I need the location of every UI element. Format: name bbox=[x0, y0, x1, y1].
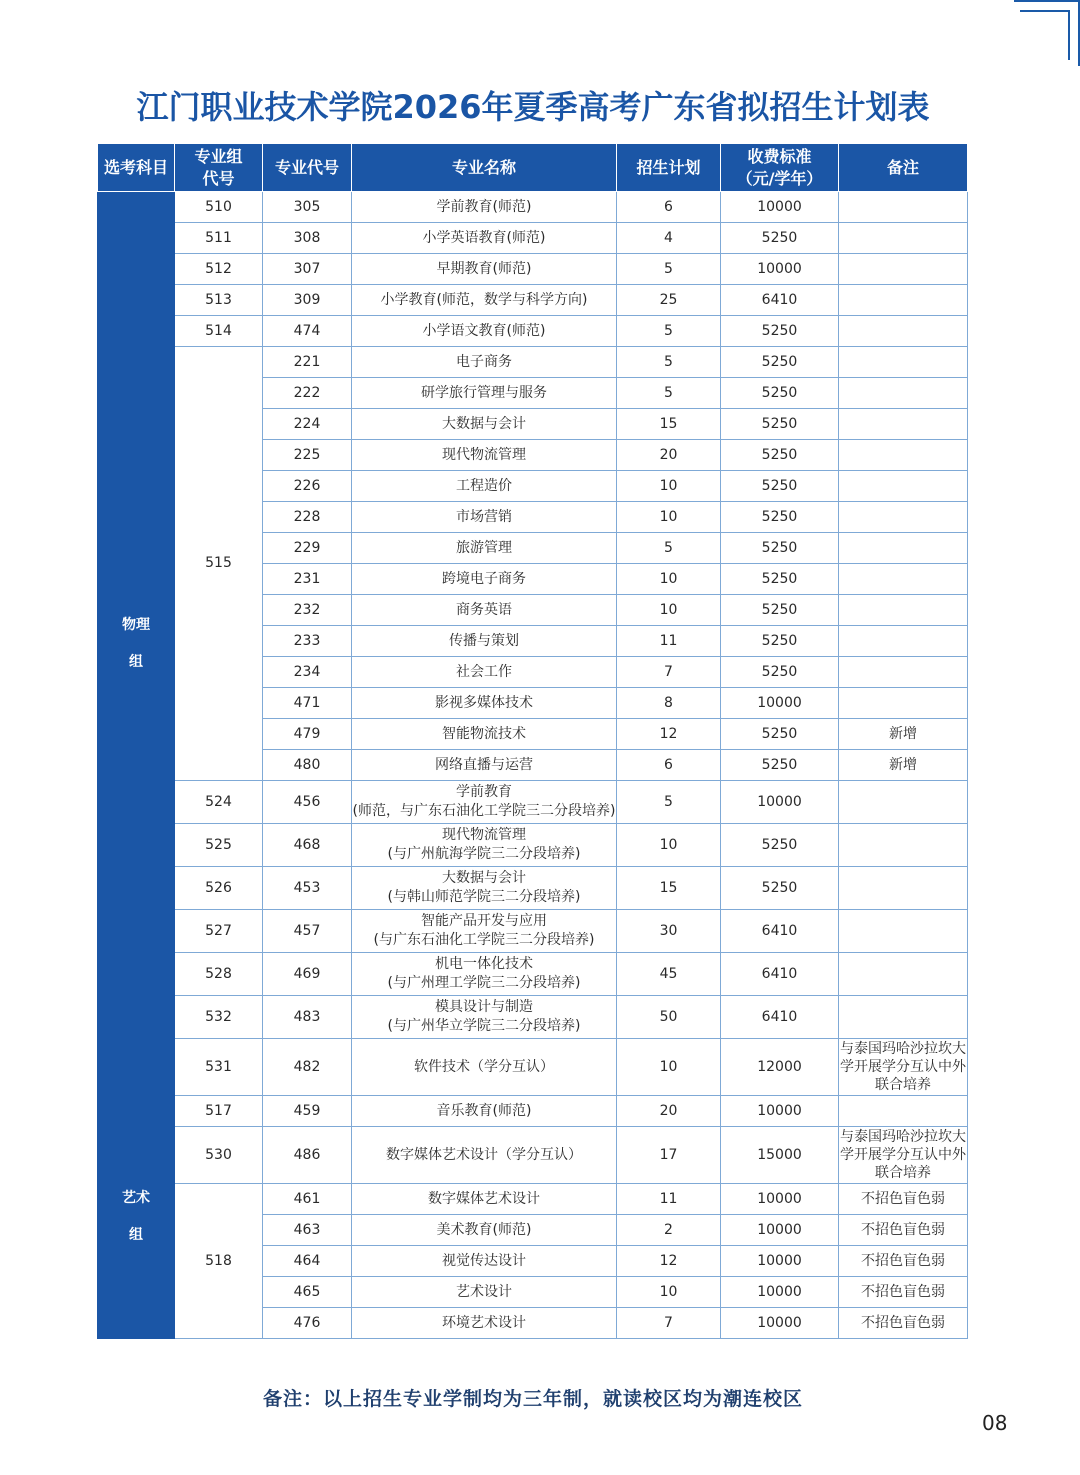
note bbox=[839, 867, 968, 910]
fee: 6410 bbox=[721, 285, 839, 316]
major-code: 226 bbox=[263, 471, 352, 502]
fee: 10000 bbox=[721, 1096, 839, 1127]
fee: 5250 bbox=[721, 750, 839, 781]
major-name: 智能物流技术 bbox=[352, 719, 617, 750]
plan-count: 4 bbox=[617, 223, 721, 254]
plan-count: 10 bbox=[617, 564, 721, 595]
major-name: 视觉传达设计 bbox=[352, 1246, 617, 1277]
plan-count: 17 bbox=[617, 1127, 721, 1184]
group-code: 517 bbox=[175, 1096, 263, 1127]
fee: 5250 bbox=[721, 867, 839, 910]
major-code: 476 bbox=[263, 1308, 352, 1339]
table-row bbox=[98, 867, 968, 910]
major-code: 479 bbox=[263, 719, 352, 750]
fee: 5250 bbox=[721, 502, 839, 533]
major-code: 486 bbox=[263, 1127, 352, 1184]
table-row bbox=[98, 316, 968, 347]
note: 与泰国玛哈沙拉坎大学开展学分互认中外联合培养 bbox=[839, 1039, 968, 1096]
major-code: 228 bbox=[263, 502, 352, 533]
major-code: 456 bbox=[263, 781, 352, 824]
note bbox=[839, 626, 968, 657]
note bbox=[839, 409, 968, 440]
group-code: 518 bbox=[175, 1184, 263, 1339]
major-name: 音乐教育(师范) bbox=[352, 1096, 617, 1127]
major-code: 225 bbox=[263, 440, 352, 471]
note: 不招色盲色弱 bbox=[839, 1308, 968, 1339]
major-name: 工程造价 bbox=[352, 471, 617, 502]
note bbox=[839, 254, 968, 285]
note bbox=[839, 910, 968, 953]
plan-count: 12 bbox=[617, 1246, 721, 1277]
fee: 10000 bbox=[721, 1184, 839, 1215]
group-code: 530 bbox=[175, 1127, 263, 1184]
note bbox=[839, 347, 968, 378]
major-code: 309 bbox=[263, 285, 352, 316]
plan-count: 7 bbox=[617, 1308, 721, 1339]
plan-count: 11 bbox=[617, 626, 721, 657]
table-row bbox=[98, 996, 968, 1039]
major-code: 453 bbox=[263, 867, 352, 910]
fee: 10000 bbox=[721, 1277, 839, 1308]
fee: 6410 bbox=[721, 996, 839, 1039]
plan-count: 10 bbox=[617, 824, 721, 867]
plan-count: 7 bbox=[617, 657, 721, 688]
table-row bbox=[98, 223, 968, 254]
major-code: 464 bbox=[263, 1246, 352, 1277]
fee: 5250 bbox=[721, 409, 839, 440]
major-name bbox=[352, 910, 617, 953]
group-label-art: 艺术组 bbox=[98, 1096, 175, 1339]
corner-decoration bbox=[1014, 0, 1080, 66]
page-title: 江门职业技术学院2026年夏季高考广东省拟招生计划表 bbox=[136, 88, 930, 126]
fee: 10000 bbox=[721, 192, 839, 223]
major-code: 232 bbox=[263, 595, 352, 626]
note bbox=[839, 564, 968, 595]
plan-count: 10 bbox=[617, 595, 721, 626]
fee: 5250 bbox=[721, 440, 839, 471]
major-name-main: 大数据与会计 bbox=[442, 870, 526, 886]
major-code: 457 bbox=[263, 910, 352, 953]
note: 不招色盲色弱 bbox=[839, 1215, 968, 1246]
fee: 5250 bbox=[721, 824, 839, 867]
header-group-code: 专业组代号 bbox=[175, 144, 263, 192]
major-name: 跨境电子商务 bbox=[352, 564, 617, 595]
plan-count: 11 bbox=[617, 1184, 721, 1215]
fee: 6410 bbox=[721, 910, 839, 953]
fee: 5250 bbox=[721, 223, 839, 254]
major-name: 学前教育(师范) bbox=[352, 192, 617, 223]
major-name: 市场营销 bbox=[352, 502, 617, 533]
major-name: 商务英语 bbox=[352, 595, 617, 626]
group-code: 531 bbox=[175, 1039, 263, 1096]
major-code: 221 bbox=[263, 347, 352, 378]
major-name: 小学语文教育(师范) bbox=[352, 316, 617, 347]
plan-count: 10 bbox=[617, 1039, 721, 1096]
plan-count: 2 bbox=[617, 1215, 721, 1246]
fee: 5250 bbox=[721, 719, 839, 750]
group-code: 527 bbox=[175, 910, 263, 953]
major-code: 229 bbox=[263, 533, 352, 564]
table-row bbox=[98, 347, 968, 378]
header-major-name: 专业名称 bbox=[352, 144, 617, 192]
footer-note: 备注：以上招生专业学制均为三年制，就读校区均为潮连校区 bbox=[262, 1388, 803, 1410]
table-row bbox=[98, 910, 968, 953]
major-code: 233 bbox=[263, 626, 352, 657]
note bbox=[839, 533, 968, 564]
note bbox=[839, 657, 968, 688]
fee: 10000 bbox=[721, 1215, 839, 1246]
plan-count: 15 bbox=[617, 867, 721, 910]
major-name: 数字媒体艺术设计（学分互认） bbox=[352, 1127, 617, 1184]
table-row bbox=[98, 953, 968, 996]
major-name bbox=[352, 953, 617, 996]
major-name: 旅游管理 bbox=[352, 533, 617, 564]
major-name-sub: (与广州华立学院三二分段培养) bbox=[387, 1018, 581, 1034]
note bbox=[839, 595, 968, 626]
fee: 5250 bbox=[721, 595, 839, 626]
table-row bbox=[98, 824, 968, 867]
major-code: 461 bbox=[263, 1184, 352, 1215]
major-name: 小学英语教育(师范) bbox=[352, 223, 617, 254]
major-name bbox=[352, 867, 617, 910]
header-fee: 收费标准（元/学年） bbox=[721, 144, 839, 192]
fee: 10000 bbox=[721, 1308, 839, 1339]
note bbox=[839, 378, 968, 409]
plan-count: 6 bbox=[617, 750, 721, 781]
major-code: 224 bbox=[263, 409, 352, 440]
table-row bbox=[98, 192, 968, 223]
note bbox=[839, 285, 968, 316]
plan-count: 10 bbox=[617, 502, 721, 533]
major-name-sub: (与广州航海学院三二分段培养) bbox=[387, 846, 581, 862]
group-code: 525 bbox=[175, 824, 263, 867]
header-row bbox=[98, 144, 968, 192]
major-code: 231 bbox=[263, 564, 352, 595]
fee: 5250 bbox=[721, 626, 839, 657]
plan-count: 5 bbox=[617, 378, 721, 409]
note: 不招色盲色弱 bbox=[839, 1246, 968, 1277]
group-label-physics: 物理组 bbox=[98, 192, 175, 1096]
plan-count: 25 bbox=[617, 285, 721, 316]
major-code: 468 bbox=[263, 824, 352, 867]
group-code: 514 bbox=[175, 316, 263, 347]
major-code: 459 bbox=[263, 1096, 352, 1127]
group-code: 512 bbox=[175, 254, 263, 285]
fee: 5250 bbox=[721, 316, 839, 347]
header-plan: 招生计划 bbox=[617, 144, 721, 192]
major-name: 艺术设计 bbox=[352, 1277, 617, 1308]
plan-count: 5 bbox=[617, 254, 721, 285]
major-name-sub: (师范，与广东石油化工学院三二分段培养) bbox=[352, 803, 616, 819]
plan-count: 8 bbox=[617, 688, 721, 719]
major-code: 480 bbox=[263, 750, 352, 781]
major-code: 474 bbox=[263, 316, 352, 347]
major-code: 234 bbox=[263, 657, 352, 688]
note bbox=[839, 316, 968, 347]
plan-count: 5 bbox=[617, 781, 721, 824]
fee: 5250 bbox=[721, 378, 839, 409]
header-major-code: 专业代号 bbox=[263, 144, 352, 192]
fee: 10000 bbox=[721, 1246, 839, 1277]
plan-count: 5 bbox=[617, 533, 721, 564]
major-code: 471 bbox=[263, 688, 352, 719]
major-name-main: 智能产品开发与应用 bbox=[421, 913, 547, 929]
fee: 10000 bbox=[721, 688, 839, 719]
table-row bbox=[98, 1127, 968, 1184]
fee: 15000 bbox=[721, 1127, 839, 1184]
note bbox=[839, 953, 968, 996]
fee: 6410 bbox=[721, 953, 839, 996]
group-code: 528 bbox=[175, 953, 263, 996]
major-code: 483 bbox=[263, 996, 352, 1039]
major-name: 环境艺术设计 bbox=[352, 1308, 617, 1339]
plan-count: 10 bbox=[617, 1277, 721, 1308]
major-name: 软件技术（学分互认） bbox=[352, 1039, 617, 1096]
major-name: 美术教育(师范) bbox=[352, 1215, 617, 1246]
fee: 5250 bbox=[721, 657, 839, 688]
plan-count: 10 bbox=[617, 471, 721, 502]
plan-count: 20 bbox=[617, 1096, 721, 1127]
major-code: 469 bbox=[263, 953, 352, 996]
plan-count: 5 bbox=[617, 347, 721, 378]
plan-count: 5 bbox=[617, 316, 721, 347]
fee: 5250 bbox=[721, 347, 839, 378]
enrollment-plan-table bbox=[97, 143, 968, 1339]
note bbox=[839, 781, 968, 824]
major-name-main: 模具设计与制造 bbox=[435, 999, 533, 1015]
major-name bbox=[352, 824, 617, 867]
major-name: 网络直播与运营 bbox=[352, 750, 617, 781]
note bbox=[839, 688, 968, 719]
note: 新增 bbox=[839, 750, 968, 781]
group-code: 526 bbox=[175, 867, 263, 910]
major-code: 482 bbox=[263, 1039, 352, 1096]
major-name-sub: (与广东石油化工学院三二分段培养) bbox=[373, 932, 595, 948]
note bbox=[839, 824, 968, 867]
fee: 10000 bbox=[721, 781, 839, 824]
group-code: 513 bbox=[175, 285, 263, 316]
table-row bbox=[98, 1096, 968, 1127]
group-code: 524 bbox=[175, 781, 263, 824]
note: 不招色盲色弱 bbox=[839, 1277, 968, 1308]
plan-count: 50 bbox=[617, 996, 721, 1039]
major-code: 463 bbox=[263, 1215, 352, 1246]
page-number: 08 bbox=[982, 1411, 1008, 1435]
major-code: 465 bbox=[263, 1277, 352, 1308]
table-row bbox=[98, 254, 968, 285]
major-name: 现代物流管理 bbox=[352, 440, 617, 471]
major-name-main: 机电一体化技术 bbox=[435, 956, 533, 972]
fee: 12000 bbox=[721, 1039, 839, 1096]
group-code: 511 bbox=[175, 223, 263, 254]
major-name-main: 现代物流管理 bbox=[442, 827, 526, 843]
major-code: 307 bbox=[263, 254, 352, 285]
major-name-sub: (与广州理工学院三二分段培养) bbox=[387, 975, 581, 991]
major-code: 305 bbox=[263, 192, 352, 223]
major-name: 电子商务 bbox=[352, 347, 617, 378]
major-name-main: 学前教育 bbox=[456, 784, 512, 800]
major-name bbox=[352, 781, 617, 824]
fee: 10000 bbox=[721, 254, 839, 285]
fee: 5250 bbox=[721, 533, 839, 564]
major-name: 数字媒体艺术设计 bbox=[352, 1184, 617, 1215]
group-code: 510 bbox=[175, 192, 263, 223]
header-note: 备注 bbox=[839, 144, 968, 192]
major-name: 研学旅行管理与服务 bbox=[352, 378, 617, 409]
plan-count: 45 bbox=[617, 953, 721, 996]
group-code: 515 bbox=[175, 347, 263, 781]
plan-count: 12 bbox=[617, 719, 721, 750]
group-code: 532 bbox=[175, 996, 263, 1039]
note: 不招色盲色弱 bbox=[839, 1184, 968, 1215]
fee: 5250 bbox=[721, 564, 839, 595]
table-row bbox=[98, 1184, 968, 1215]
major-name: 社会工作 bbox=[352, 657, 617, 688]
table-row bbox=[98, 285, 968, 316]
note bbox=[839, 223, 968, 254]
note: 与泰国玛哈沙拉坎大学开展学分互认中外联合培养 bbox=[839, 1127, 968, 1184]
note bbox=[839, 471, 968, 502]
major-name-sub: (与韩山师范学院三二分段培养) bbox=[387, 889, 581, 905]
plan-count: 15 bbox=[617, 409, 721, 440]
major-name: 小学教育(师范，数学与科学方向) bbox=[352, 285, 617, 316]
table-row bbox=[98, 781, 968, 824]
note bbox=[839, 192, 968, 223]
fee: 5250 bbox=[721, 471, 839, 502]
major-name: 传播与策划 bbox=[352, 626, 617, 657]
note bbox=[839, 502, 968, 533]
header-subject: 选考科目 bbox=[98, 144, 175, 192]
major-name: 早期教育(师范) bbox=[352, 254, 617, 285]
major-name: 影视多媒体技术 bbox=[352, 688, 617, 719]
note bbox=[839, 996, 968, 1039]
plan-count: 20 bbox=[617, 440, 721, 471]
major-code: 222 bbox=[263, 378, 352, 409]
major-name bbox=[352, 996, 617, 1039]
table-row bbox=[98, 1039, 968, 1096]
plan-count: 30 bbox=[617, 910, 721, 953]
note: 新增 bbox=[839, 719, 968, 750]
note bbox=[839, 1096, 968, 1127]
major-code: 308 bbox=[263, 223, 352, 254]
major-name: 大数据与会计 bbox=[352, 409, 617, 440]
plan-count: 6 bbox=[617, 192, 721, 223]
note bbox=[839, 440, 968, 471]
